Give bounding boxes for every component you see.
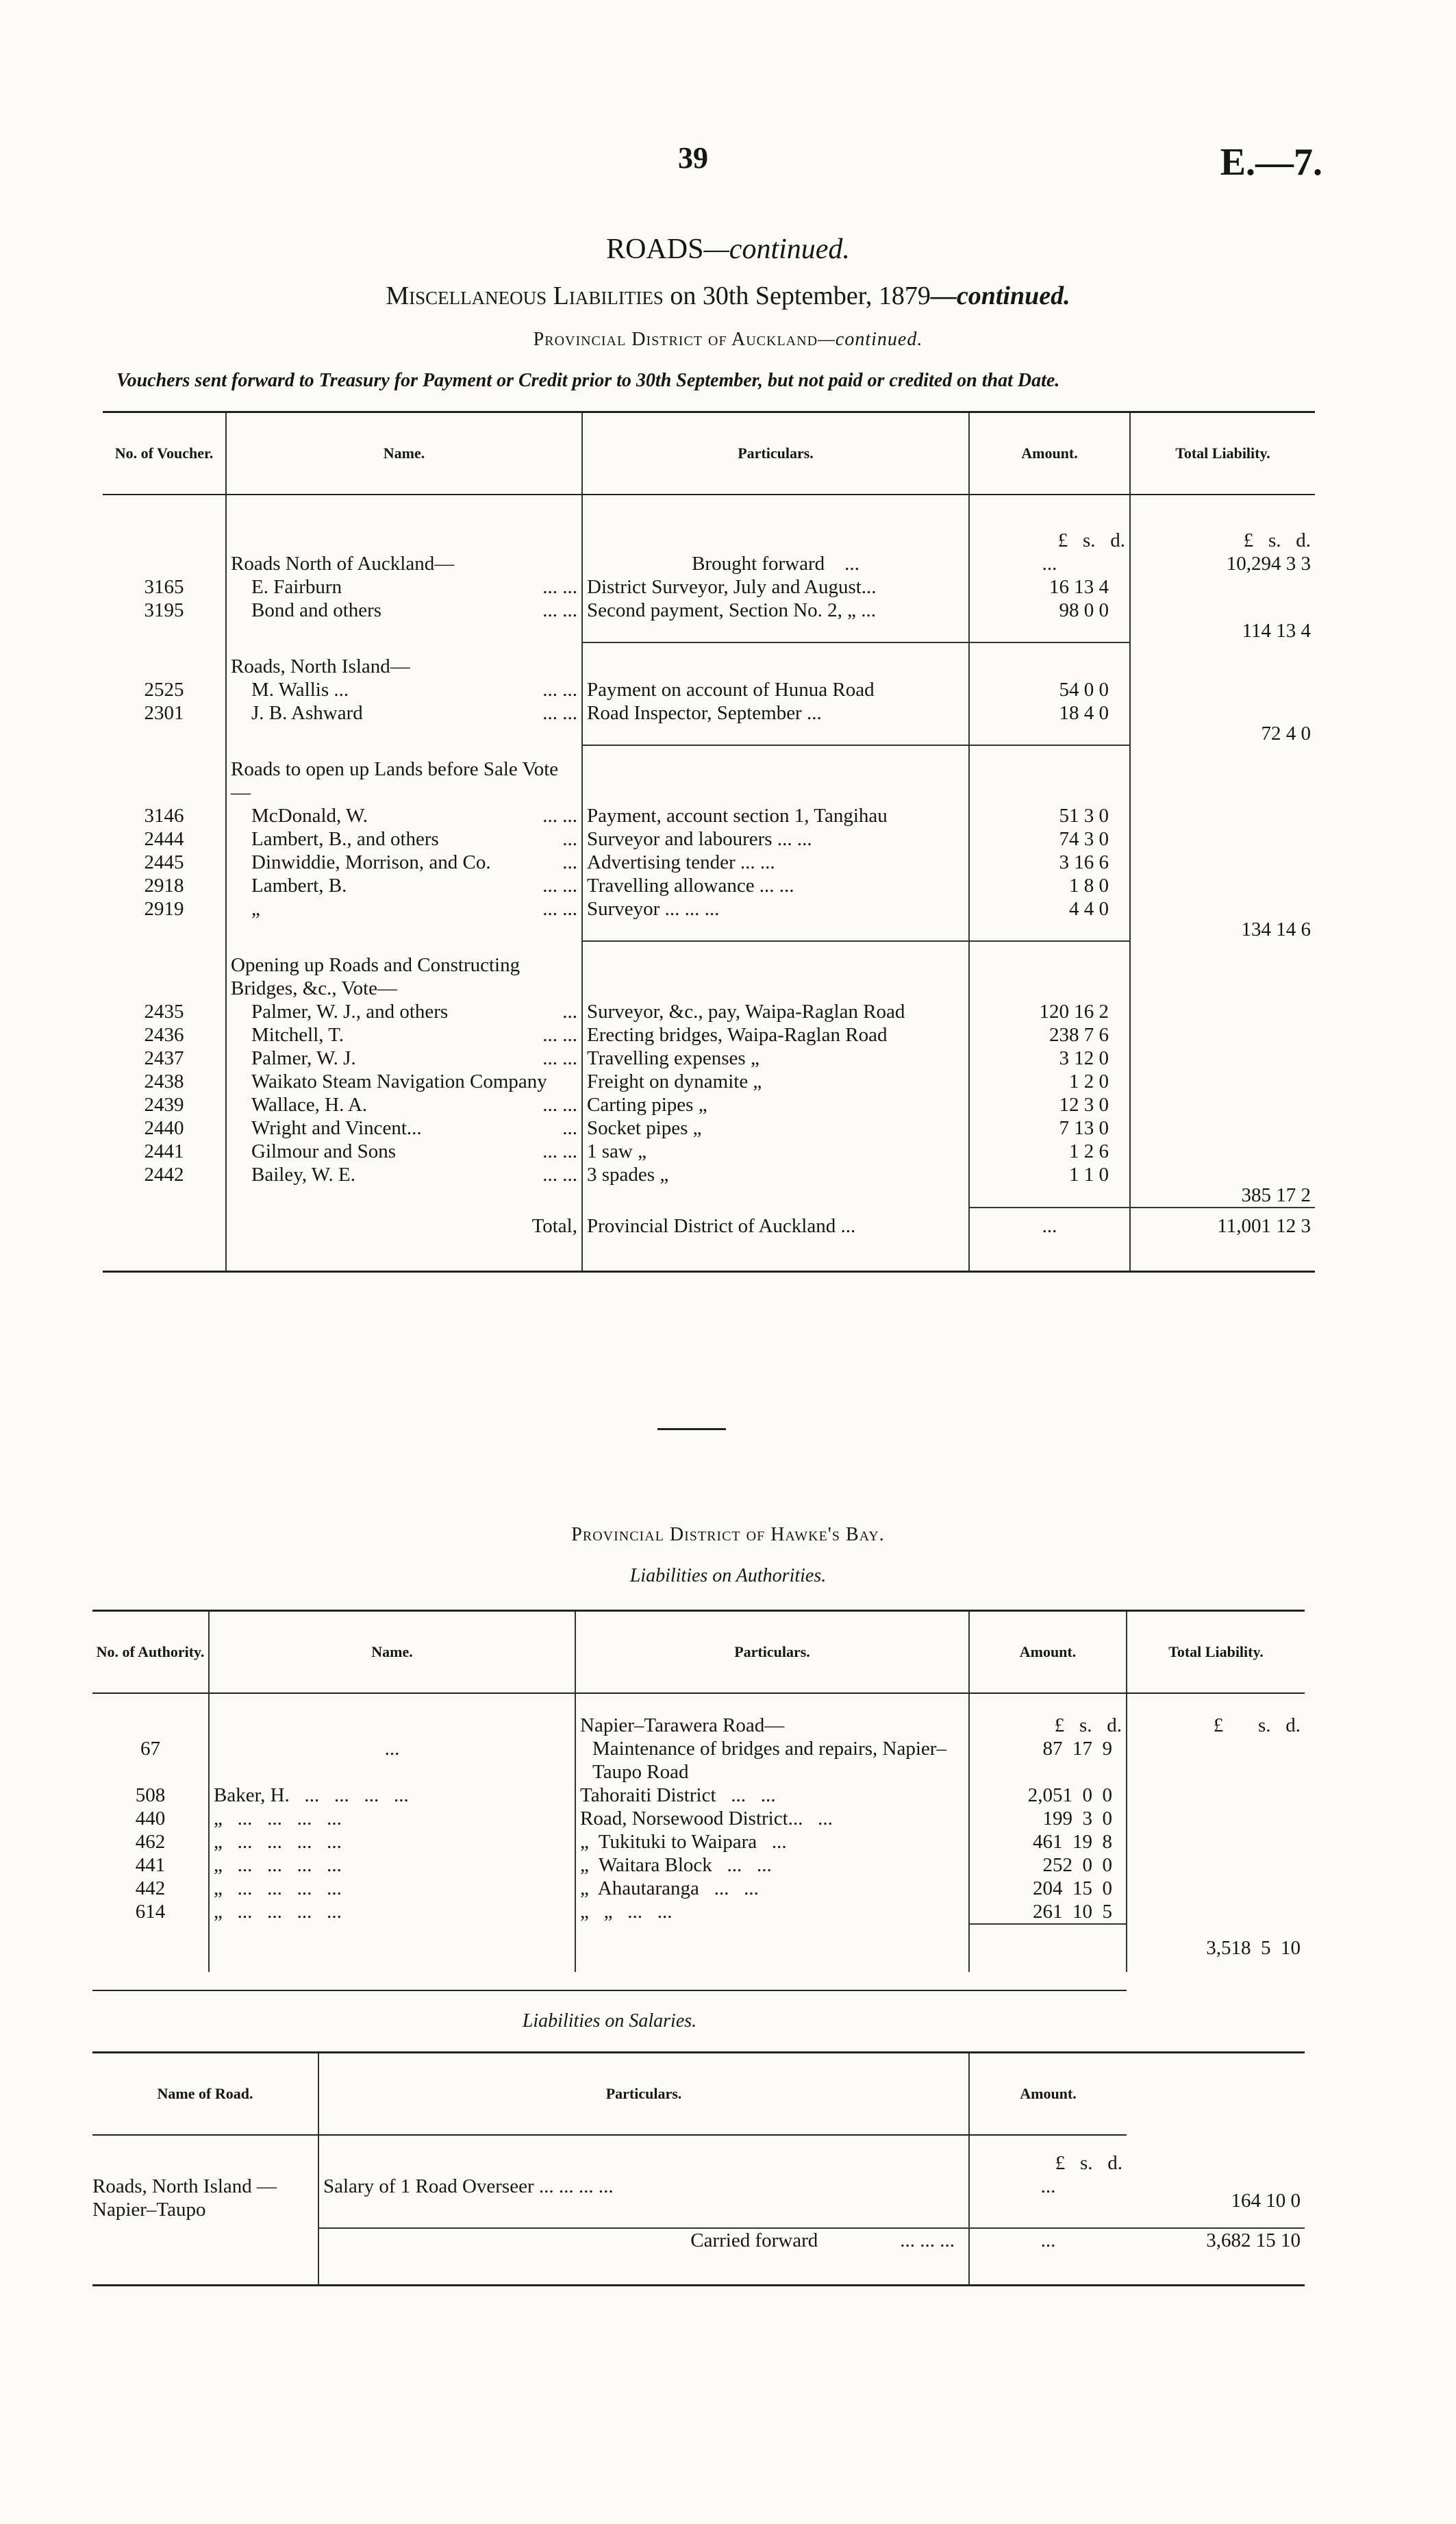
section-title: ROADS—continued. — [606, 234, 850, 265]
leader-dots: ... ... — [542, 804, 577, 827]
name-text: Mitchell, T. — [251, 1023, 344, 1046]
currency-row — [92, 1714, 1305, 1737]
total-liability — [1130, 575, 1315, 599]
name-text: M. Wallis ... — [251, 678, 349, 701]
group-heading-row — [103, 745, 1315, 804]
amount: 87 17 9 — [969, 1737, 1127, 1784]
name — [226, 804, 582, 827]
amount: 461 19 8 — [969, 1830, 1127, 1853]
table-row — [92, 1877, 1305, 1900]
carried-forward-label: Carried forward ... ... ... — [318, 2228, 969, 2276]
amount: 1 8 0 — [969, 874, 1130, 897]
name: „ ... ... ... ... — [209, 1807, 575, 1830]
total-liability — [1127, 1807, 1305, 1830]
total-currency: £ s. d. — [1127, 1714, 1305, 1737]
leader-dots: ... ... — [542, 575, 577, 598]
particulars — [582, 745, 969, 804]
table-row — [103, 827, 1315, 851]
voucher-number: 3165 — [144, 575, 184, 598]
table-row — [103, 1047, 1315, 1070]
table-row — [103, 1093, 1315, 1116]
name: „ ... ... ... ... — [209, 1830, 575, 1853]
amount: 16 13 4 — [969, 575, 1130, 599]
name-text: E. Fairburn — [251, 575, 342, 598]
table-row — [92, 1784, 1305, 1807]
total-liability: 3,682 15 10 — [1127, 2228, 1305, 2276]
amount: 3 12 0 — [969, 1047, 1130, 1070]
total-liability — [1130, 827, 1315, 851]
voucher-number: 2445 — [144, 851, 184, 873]
district-heading: Provincial District of Auckland—continued. — [533, 329, 923, 350]
voucher-number: 2301 — [144, 701, 184, 724]
name-text: „ — [251, 897, 260, 920]
col-name: Name. — [226, 412, 582, 495]
total-liability: 10,294 3 3 — [1130, 552, 1315, 575]
total-liability — [1127, 1853, 1305, 1877]
hawkes-bay-heading: Provincial District of Hawke's Bay. — [571, 1524, 885, 1545]
spacer — [1130, 1262, 1315, 1272]
authority-number: 508 — [135, 1784, 166, 1806]
hawkes-bay-authorities-table — [92, 1610, 1305, 1972]
leader-dots: ... ... — [542, 1023, 577, 1046]
voucher-number: 2525 — [144, 678, 184, 701]
table-row — [92, 1737, 1305, 1784]
authorities-total: 3,518 5 10 — [1127, 1924, 1305, 1972]
total-liability: 114 13 4 — [1130, 599, 1315, 642]
table-row — [103, 851, 1315, 874]
voucher-number: 2918 — [144, 874, 184, 897]
name — [226, 827, 582, 851]
particulars: 3 spades „ — [582, 1163, 969, 1208]
leader-dots: ... — [562, 1000, 577, 1023]
salaries-top-rule — [92, 1990, 1127, 1991]
table-row — [103, 575, 1315, 599]
name-text: Waikato Steam Navigation Company — [251, 1070, 547, 1092]
amount: 98 0 0 — [969, 599, 1130, 642]
authority-number: 67 — [140, 1737, 160, 1760]
authority — [92, 1714, 209, 1737]
col-particulars: Particulars. — [318, 2053, 969, 2135]
group-heading: Roads, North Island— — [226, 642, 582, 678]
particulars: Second payment, Section No. 2, „ ... — [582, 599, 969, 642]
amount — [969, 642, 1130, 678]
amount: 12 3 0 — [969, 1093, 1130, 1116]
spacer — [226, 1208, 582, 1214]
particulars: Freight on dynamite „ — [582, 1070, 969, 1093]
authorities-title: Liabilities on Authorities. — [629, 1565, 827, 1586]
total-liability — [1130, 1047, 1315, 1070]
total-liability — [1127, 1900, 1305, 1924]
particulars: Surveyor ... ... ... — [582, 897, 969, 941]
total-liability — [1130, 1000, 1315, 1023]
leader-dots: ... — [562, 1116, 577, 1139]
voucher-number: 2439 — [144, 1093, 184, 1116]
col-total: Total Liability. — [1127, 1611, 1305, 1693]
particulars: Road Inspector, September ... — [582, 701, 969, 745]
amount: 204 15 0 — [969, 1877, 1127, 1900]
table-row — [103, 1116, 1315, 1140]
voucher — [103, 642, 226, 678]
salaries-table — [92, 2051, 1305, 2286]
table-row — [103, 1140, 1315, 1163]
name-text: Dinwiddie, Morrison, and Co. — [251, 851, 491, 873]
brought-forward-row — [103, 552, 1315, 575]
amount: 1 2 6 — [969, 1140, 1130, 1163]
particulars: Payment, account section 1, Tangihau — [582, 804, 969, 827]
total-liability — [1127, 1737, 1305, 1784]
name — [226, 874, 582, 897]
leader-dots: ... ... — [542, 874, 577, 897]
total-liability — [1130, 874, 1315, 897]
leader-dots: ... ... — [542, 701, 577, 724]
total-liability — [1130, 1140, 1315, 1163]
col-particulars: Particulars. — [582, 412, 969, 495]
amount: 199 3 0 — [969, 1807, 1127, 1830]
particulars: Advertising tender ... ... — [582, 851, 969, 874]
authority-number: 441 — [135, 1853, 166, 1876]
amount: 120 16 2 — [969, 1000, 1130, 1023]
total-liability — [1130, 642, 1315, 678]
name — [226, 1140, 582, 1163]
voucher-number: 2441 — [144, 1140, 184, 1162]
particulars: Maintenance of bridges and repairs, Napier–Taupo Road — [575, 1737, 969, 1784]
particulars: „ Ahautaranga ... ... — [575, 1877, 969, 1900]
leader-dots: ... ... — [542, 599, 577, 621]
total-liability — [1130, 1116, 1315, 1140]
voucher-number: 3146 — [144, 804, 184, 827]
particulars: District Surveyor, July and August... — [582, 575, 969, 599]
amount-currency: £ s. d. — [969, 1714, 1127, 1737]
name: ... — [209, 1737, 575, 1784]
name-text: Lambert, B. — [251, 874, 347, 897]
total-liability — [1127, 1830, 1305, 1853]
name — [226, 897, 582, 941]
table-row — [92, 1807, 1305, 1830]
particulars: „ „ ... ... — [575, 1900, 969, 1924]
name-text: Bailey, W. E. — [251, 1163, 355, 1186]
amount: 18 4 0 — [969, 701, 1130, 745]
col-particulars: Particulars. — [575, 1611, 969, 1693]
leader-dots: ... ... — [542, 1140, 577, 1162]
particulars: Tahoraiti District ... ... — [575, 1784, 969, 1807]
voucher — [103, 1214, 226, 1262]
authority-number: 614 — [135, 1900, 166, 1923]
name — [209, 1924, 575, 1972]
name — [226, 678, 582, 701]
particulars: Travelling allowance ... ... — [582, 874, 969, 897]
salary-row — [92, 2175, 1305, 2228]
particulars: Surveyor and labourers ... ... — [582, 827, 969, 851]
group-heading: Opening up Roads and Constructing Bridges, &c., Vote— — [226, 941, 582, 1000]
name-text: Wallace, H. A. — [251, 1093, 368, 1116]
name-text: McDonald, W. — [251, 804, 368, 827]
name — [226, 851, 582, 874]
name-text: Palmer, W. J. — [251, 1047, 356, 1069]
particulars: Travelling expenses „ — [582, 1047, 969, 1070]
name: „ ... ... ... ... — [209, 1877, 575, 1900]
amount: ... — [969, 1214, 1130, 1262]
total-liability — [1130, 678, 1315, 701]
particulars: „ Tukituki to Waipara ... — [575, 1830, 969, 1853]
spacer — [582, 1262, 969, 1272]
amount: ... — [969, 2175, 1127, 2228]
amount: 51 3 0 — [969, 804, 1130, 827]
table-row — [103, 1023, 1315, 1047]
col-name: Name. — [209, 1611, 575, 1693]
particulars: Carting pipes „ — [582, 1093, 969, 1116]
amount — [969, 745, 1130, 804]
amount: 2,051 0 0 — [969, 1784, 1127, 1807]
amount — [969, 1924, 1127, 1972]
table-row — [103, 874, 1315, 897]
voucher-number: 2438 — [144, 1070, 184, 1092]
table-row — [103, 599, 1315, 642]
voucher-number: 2444 — [144, 827, 184, 850]
name: Baker, H. ... ... ... ... — [209, 1784, 575, 1807]
name-text: Bond and others — [251, 599, 382, 621]
amount: 54 0 0 — [969, 678, 1130, 701]
particulars: Payment on account of Hunua Road — [582, 678, 969, 701]
spacer — [1130, 1208, 1315, 1214]
particulars: Erecting bridges, Waipa-Raglan Road — [582, 1023, 969, 1047]
voucher-number: 2442 — [144, 1163, 184, 1186]
leader-dots: ... — [562, 827, 577, 850]
col-amount: Amount. — [969, 1611, 1127, 1693]
leader-dots: ... ... — [542, 1047, 577, 1069]
spacer — [226, 1262, 582, 1272]
particulars — [582, 642, 969, 678]
amount: ... — [969, 552, 1130, 575]
leader-dots: ... ... — [542, 897, 577, 920]
amount: 3 16 6 — [969, 851, 1130, 874]
voucher-number: 2440 — [144, 1116, 184, 1139]
total-liability — [1130, 941, 1315, 1000]
group-heading-row — [103, 642, 1315, 678]
table-row — [92, 1900, 1305, 1924]
leader-dots: ... — [562, 851, 577, 873]
name-text: Palmer, W. J., and others — [251, 1000, 449, 1023]
particulars: „ Waitara Block ... ... — [575, 1853, 969, 1877]
col-road: Name of Road. — [92, 2053, 318, 2135]
voucher-number: 3195 — [144, 599, 184, 621]
name — [226, 1023, 582, 1047]
name-text: Wright and Vincent... — [251, 1116, 422, 1139]
group-heading: Roads to open up Lands before Sale Vote— — [226, 745, 582, 804]
name-text: J. B. Ashward — [251, 701, 363, 724]
spacer — [969, 1208, 1130, 1214]
col-voucher: No. of Voucher. — [103, 412, 226, 495]
authority-number: 442 — [135, 1877, 166, 1899]
brought-forward-label: Brought forward ... — [582, 552, 969, 575]
particulars: Road, Norsewood District... ... — [575, 1807, 969, 1830]
total-liability: 134 14 6 — [1130, 897, 1315, 941]
table-row — [92, 1853, 1305, 1877]
group-heading-row — [103, 941, 1315, 1000]
auckland-vouchers-table — [103, 411, 1315, 1273]
voucher-number: 2435 — [144, 1000, 184, 1023]
col-amount: Amount. — [969, 2053, 1127, 2135]
name — [226, 1116, 582, 1140]
table-row — [103, 1070, 1315, 1093]
name — [226, 575, 582, 599]
voucher-number: 2436 — [144, 1023, 184, 1046]
authorities-total-row — [92, 1924, 1305, 1972]
total-liability — [1130, 1093, 1315, 1116]
name-text: Gilmour and Sons — [251, 1140, 397, 1162]
voucher-number: 2437 — [144, 1047, 184, 1069]
amount: 4 4 0 — [969, 897, 1130, 941]
table-row — [103, 804, 1315, 827]
total-liability — [1130, 1023, 1315, 1047]
total-liability: 164 10 0 — [1231, 2190, 1301, 2212]
table-row — [103, 678, 1315, 701]
amount: 74 3 0 — [969, 827, 1130, 851]
name — [226, 701, 582, 745]
total-liability — [1127, 1784, 1305, 1807]
spacer — [103, 1262, 226, 1272]
total-liability: 72 4 0 — [1130, 701, 1315, 745]
total-liability — [1130, 1070, 1315, 1093]
salaries-title: Liabilities on Salaries. — [522, 2010, 697, 2032]
amount: 261 10 5 — [969, 1900, 1127, 1924]
name: „ ... ... ... ... — [209, 1900, 575, 1924]
col-amount: Amount. — [969, 412, 1130, 495]
name — [226, 1093, 582, 1116]
amount: 238 7 6 — [969, 1023, 1130, 1047]
document-reference: E.—7. — [1220, 141, 1322, 184]
particulars: Napier–Tarawera Road— — [575, 1714, 969, 1737]
particulars: Salary of 1 Road Overseer ... ... ... ... — [318, 2175, 969, 2228]
authority-number: 462 — [135, 1830, 166, 1853]
spacer — [969, 1262, 1130, 1272]
spacer — [582, 1208, 969, 1214]
particulars: Socket pipes „ — [582, 1116, 969, 1140]
grand-total: 11,001 12 3 — [1130, 1214, 1315, 1262]
total-liability: 385 17 2 — [1130, 1163, 1315, 1208]
particulars — [582, 941, 969, 1000]
name — [226, 599, 582, 642]
group-heading: Roads North of Auckland— — [226, 552, 582, 575]
name — [226, 1047, 582, 1070]
table-row — [92, 1830, 1305, 1853]
voucher — [103, 941, 226, 1000]
spacer — [103, 1208, 226, 1214]
particulars: Surveyor, &c., pay, Waipa-Raglan Road — [582, 1000, 969, 1023]
section-subtitle: Miscellaneous Liabilities on 30th September, 1879—continued. — [386, 282, 1070, 310]
authority — [92, 1924, 209, 1972]
leader-dots: ... ... — [542, 1163, 577, 1186]
table-row — [103, 897, 1315, 941]
total-liability — [1130, 804, 1315, 827]
total-label: Total, — [226, 1214, 582, 1262]
total-liability — [1130, 851, 1315, 874]
road-name: Roads, North Island —Napier–Taupo — [92, 2175, 277, 2221]
page-number: 39 — [678, 141, 708, 175]
table-row — [103, 701, 1315, 745]
carried-forward-row — [92, 2228, 1305, 2276]
leader-dots: ... ... — [542, 678, 577, 701]
currency-row: £ s. d. — [92, 2151, 1305, 2175]
particulars — [575, 1924, 969, 1972]
amount: 1 1 0 — [969, 1163, 1130, 1208]
particulars: 1 saw „ — [582, 1140, 969, 1163]
amount: 1 2 0 — [969, 1070, 1130, 1093]
name: „ ... ... ... ... — [209, 1853, 575, 1877]
col-total: Total Liability. — [1130, 412, 1315, 495]
voucher — [103, 745, 226, 804]
col-authority: No. of Authority. — [92, 1611, 209, 1693]
vouchers-note: Vouchers sent forward to Treasury for Payment or Credit prior to 30th September, but not paid or credited on that Date. — [116, 370, 1060, 391]
section-divider — [657, 1428, 726, 1430]
grand-total-row — [103, 1214, 1315, 1262]
authority-number: 440 — [135, 1807, 166, 1829]
amount: 7 13 0 — [969, 1116, 1130, 1140]
amount: ... — [969, 2228, 1127, 2276]
table-row — [103, 1163, 1315, 1208]
amount — [969, 941, 1130, 1000]
name — [226, 1000, 582, 1023]
name — [226, 1163, 582, 1208]
leader-dots: ... ... — [542, 1093, 577, 1116]
total-liability — [1130, 745, 1315, 804]
name — [226, 1070, 582, 1093]
total-liability — [1127, 1877, 1305, 1900]
name-text: Lambert, B., and others — [251, 827, 439, 850]
name — [209, 1714, 575, 1737]
particulars: Provincial District of Auckland ... — [582, 1214, 969, 1262]
amount: 252 0 0 — [969, 1853, 1127, 1877]
currency-row: £ s. d. £ s. d. — [103, 529, 1315, 552]
table-row — [103, 1000, 1315, 1023]
voucher-number: 2919 — [144, 897, 184, 920]
